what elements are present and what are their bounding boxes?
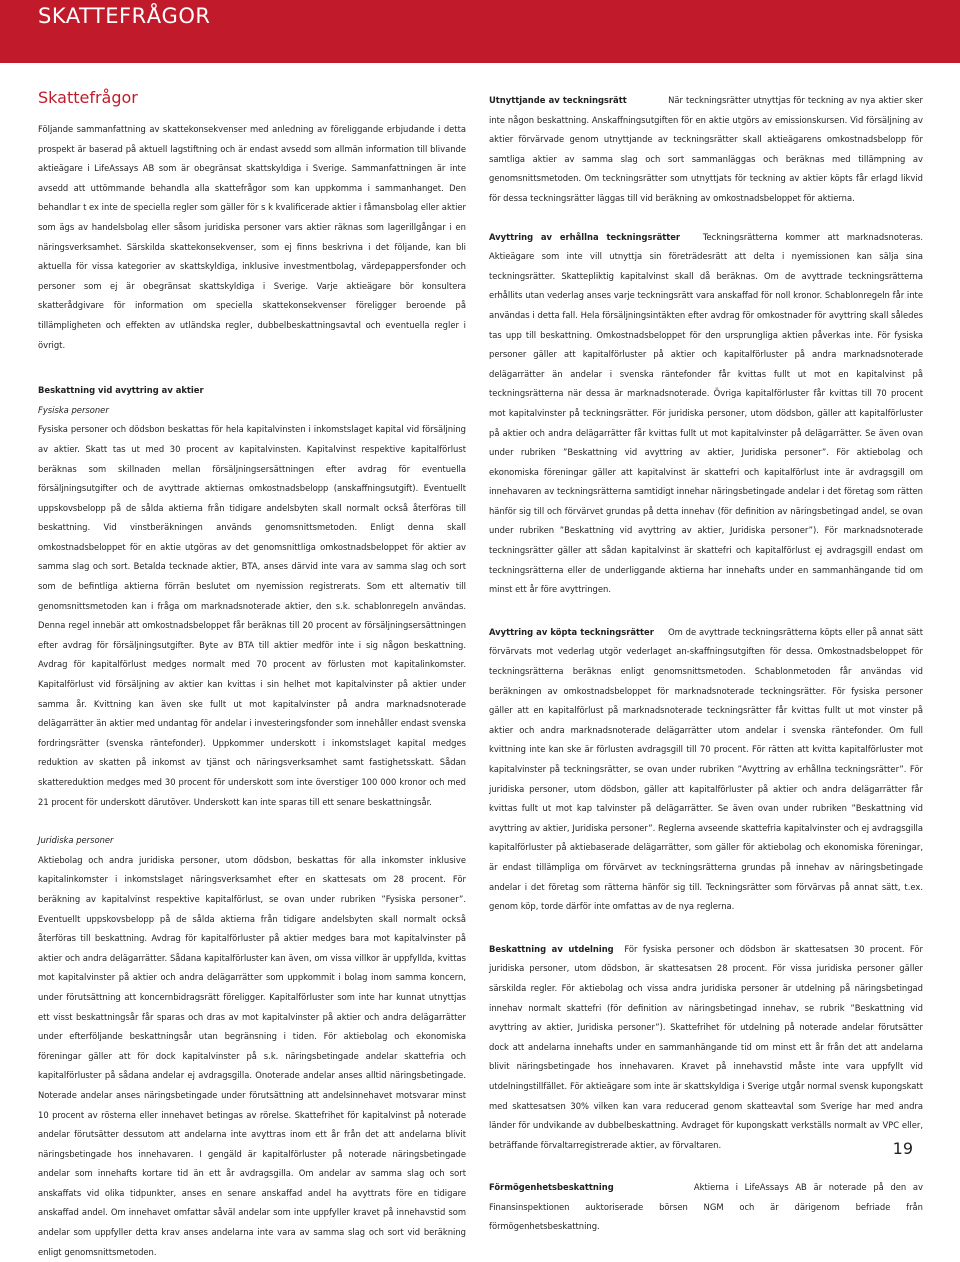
bought-rights-section — [489, 623, 923, 917]
left-column — [38, 120, 466, 1262]
wealth-tax-text: Aktierna i LifeAssays AB är noterade på den av Finansinspektionen auktoriserade börsen NGM och är därigenom befriade från förmögenhetsbeskattning. — [489, 1182, 923, 1232]
right-column — [489, 91, 923, 1237]
page-number: 19 — [892, 1139, 913, 1158]
bought-rights-heading: Avyttring av köpta teckningsrätter — [489, 626, 654, 637]
rights-text: När teckningsrätter utnyttjas för teckning av nya aktier sker inte någon beskattning. Anskaffningsutgiften för en aktie utgörs av emissionskursen. Vid försäljning av aktier förvärvade genom utnyttjande av teckningsrätter skall aktieägarens omkostnadsbelopp för samtliga aktier av samma slag och sort sammanläggas och beräknas med tillämpning av genomsnittsmetoden. Om teckningsrätter som utnyttjats för teckning av aktier köpts får erlagd likvid för dessa teckningsrätter läggas till vid beräkning av omkostnadsbeloppet för aktierna. — [489, 95, 923, 203]
received-rights-heading: Avyttring av erhållna teckningsrätter — [489, 231, 681, 242]
heading-sale-of-shares: Beskattning vid avyttring av aktier — [38, 385, 204, 396]
wealth-tax-heading: Förmögenhetsbeskattning — [489, 1182, 614, 1193]
dividend-heading: Beskattning av utdelning — [489, 943, 614, 954]
legal-persons-paragraph: Aktiebolag och andra juridiska personer, utom dödsbon, beskattas för alla inkomster inklusive kapitalinkomster i inkomstslaget näringsverksamhet efter en skattesats om 28 procent. För beräkning av kapitalvinst respektive kapitalförlust, se ovan under rubriken ”Fysiska personer”. Eventuellt uppskovsbelopp på de sålda aktierna från tidigare andelsbyten skall normalt också återföras till beskattning. Avdrag för kapitalförluster på aktier medges bara mot kapitalvinster på aktier och andra delägarrätter. Sådana kapitalförluster kan även, om vissa villkor är uppfyllda, kvittas mot kapitalvinster på aktier och andra delägarrätter som uppkommit i bolag inom samma koncern, under förutsättning att koncernbidragsrätt föreligger. Kapitalförluster som inte har kunnat utnyttjas ett visst beskattningsår får sparas och dras av mot kapitalvinster på aktier och andra delägarrätter under efterföljande beskattningsår utan begränsning i tiden. För aktiebolag och ekonomiska föreningar gäller att för dock kapitalvinster på s.k. näringsbetingade andelar skattefria och kapitalförluster på sådana andelar ej avdragsgilla. Onoterade andelar anses alltid näringsbetingade. Noterade andelar anses näringsbetingade under förutsättning att andelsinnehavet motsvarar minst 10 procent av rösterna eller innehavet betingas av rörelse. Skattefrihet för kapitalvinst på noterade andelar förutsätter dessutom att andelarna inte avyttras inom ett år från det att andelarna blivit näringsbetingade hos innehavaren. I gengäld är kapitalförluster på noterade näringsbetingade andelar som innehafts kortare tid än ett år avdragsgilla. Om andelar av samma slag och sort anskaffats vid olika tidpunkter, anses en senare anskaffad andel ha avyttrats före en tidigare anskaffad andel. Om innehavet omfattar såväl andelar som inte uppfyller kravet på innehavstid som andelar som uppfyller detta krav anses andelarna inte vara av samma slag och sort vid beräkning enligt genomsnittsmetoden. — [38, 854, 466, 1257]
section-title: Skattefrågor — [38, 88, 138, 107]
bought-rights-text: Om de avyttrade teckningsrätterna köpts eller på annat sätt förvärvats mot vederlag utgör vederlaget an-skaffningsutgiften för dessa. Omkostnadsbeloppet för teckningsrätterna beräknas enligt genomsnittsmetoden. Schablonmetoden får användas vid beräkningen av omkostnadsbeloppet för marknadsnoterade teckningsrätter. För fysiska personer gäller att en kapitalförlust på marknadsnoterade teckningsrätter får kvittas fullt ut mot vinster på aktier och andra marknadsnoterade delägarrätter utom andelar i svenska räntefonder. Om full kvittning inte kan ske är förlusten avdragsgill till 70 procent. För rätten att kvitta kapitalförluster mot kapitalvinster på teckningsrätter, se ovan under rubriken ”Avyttring av erhållna teckningsrätter”. För juridiska personer, utom dödsbon, gäller att kapitalförluster på aktier och andra delägarrätter får kvittas fullt ut mot kap talvinster på delägarrätter. Se även ovan under rubriken ”Beskattning vid avyttring av aktier, Juridiska personer”. Reglerna avseende skattefria kapitalvinster och ej avdragsgilla kapitalförluster på aktiebaserade delägarrätter, som gäller för aktiebolag och ekonomiska föreningar, är endast tillämpliga om förvärvet av teckningsrätterna grundas på innehav av näringsbetingade andelar i det företag som rätterna hänför sig till. Teckningsrätter som förvärvas på annat sätt, t.ex. genom köp, torde därför inte omfattas av de nya reglerna. — [489, 626, 924, 912]
dividend-text: För fysiska personer och dödsbon är skattesatsen 30 procent. För juridiska personer, utom dödsbon, är skattesatsen 28 procent. För vissa juridiska personer gäller särskilda regler. För aktiebolag och vissa andra juridiska personer är utdelning på näringsbetingad innehav normalt skattefri (för definition av näringsbetingad innehav, se rubrik ”Beskattning vid avyttring av aktier, Juridiska personer”). Skattefrihet för utdelning på noterade andelar förutsätter dock att andelarna innehafts under en sammanhängande tid om minst ett år från det att andelarna blivit näringsbetingade hos innehavaren. Kravet på innehavstid måste inte vara uppfyllt vid utdelningstillfället. För aktieägare som inte är skattskyldiga i Sverige utgår normal svensk kupongskatt med skattesatsen 30% vilken kan vara reducerad genom skatteavtal som Sverige har med andra länder för undvikande av dubbelbeskattning. Avdraget för kupongskatt verkställs normalt av VPC eller, beträffande förvaltarregistrerade aktier, av förvaltaren. — [489, 943, 924, 1150]
header-banner — [0, 0, 960, 63]
subheading-legal-persons: Juridiska personer — [38, 835, 114, 846]
banner-title: SKATTEFRÅGOR — [38, 4, 211, 28]
natural-persons-paragraph: Fysiska personer och dödsbon beskattas för hela kapitalvinsten i inkomstslaget kapital vid försäljning av aktier. Skatt tas ut med 30 procent av kapitalvinsten. Kapitalvinst respektive kapitalförlust beräknas som skillnaden mellan försäljningsersättningen efter avdrag för eventuella försäljningsutgifter och de avyttrade aktiernas omkostnadsbelopp (anskaffningsutgift). Eventuellt uppskovsbelopp på de sålda aktierna från tidigare andelsbyten skall normalt också återföras till beskattning. Vid vinstberäkningen används genomsnittsmetoden. Enligt denna skall omkostnadsbeloppet för en aktie utgöras av det genomsnittliga omkostnadsbeloppet för aktier av samma slag och sort. Betalda tecknade aktier, BTA, anses därvid inte vara av samma slag och sort som de befintliga aktierna förrän beslutet om nyemission registrerats. Som ett alternativ till genomsnittsmetoden kan i fråga om marknadsnoterade aktier, den s.k. schablonregeln användas. Denna regel innebär att omkostnadsbeloppet får beräknas till 20 procent av försäljningsersättningen efter avdrag för försäljningsutgifter. Byte av BTA till aktier medför inte i sig någon beskattning. Avdrag för kapitalförlust medges normalt med 70 procent av förlusten mot kapitalinkomster. Kapitalförlust vid försäljning av aktier kan kvittas i sin helhet mot kapitalvinster på aktier under samma år. Kvittning kan även ske fullt ut mot kapitalvinster på andra marknadsnoterade delägarrätter än aktier med undantag för andelar i investeringsfonder som innehåller endast svenska fordringsrätter (svenska räntefonder). Uppkommer underskott i inkomstslaget kapital medges reduktion av skatten på inkomst av tjänst och näringsverksamhet samt fastighetsskatt. Sådan skattereduktion medges med 30 procent för underskott som inte överstiger 100 000 kronor och med 21 procent för underskott därutöver. Underskott kan inte sparas till ett senare beskattningsår. — [38, 424, 466, 807]
received-rights-text: Teckningsrätterna kommer att marknadsnoteras. Aktieägare som inte vill utnyttja sin företrädesrätt att delta i nyemissionen kan sälja sina teckningsrätter. Skattepliktig kapitalvinst skall då beräknas. Om de avyttrade teckningsrätterna erhållits utan vederlag anses varje teckningsrätt vara anskaffad för noll kronor. Schablonregeln får inte användas i detta fall. Hela försäljningsintäkten efter avdrag för omkostnader för avyttring skall således tas upp till beskattning. Omkostnadsbeloppet för den ursprungliga aktien påverkas inte. För fysiska personer gäller att kapitalförluster på aktier och kapitalförluster på andra marknadsnoterade delägarrätter än andelar i svenska räntefonder får kvittas fullt ut mot en kapitalvinst på teckningsrätterna när dessa är marknadsnoterade. Övriga kapitalförluster får kvittas till 70 procent mot kapitalvinster på teckningsrätter. För juridiska personer, utom dödsbon, gäller att kapitalförluster på aktier och andra delägarrätter får kvittas fullt ut mot kapitalvinster på delägarrätter. Se även ovan under rubriken ”Beskattning vid avyttring av aktier, Juridiska personer”. För aktiebolag och ekonomiska föreningar gäller att kapitalvinst är skattefri och kapitalförlust inte är avdragsgill om innehavaren av teckningsrätterna samtidigt innehar näringsbetingade andelar i det företag som rätten hänför sig till och förvärvet grundas på detta innehav (för definition av näringsbetingad andel, se ovan under rubriken ”Beskattning vid avyttring av aktier, Juridiska personer”). För marknadsnoterade teckningsrätter gäller att sådan kapitalvinst är skattefri och kapitalförlust ej avdragsgill endast om teckningsrätterna eller de underliggande aktierna har innehafts under en sammanhängande tid om minst ett år före avyttringen. — [489, 231, 923, 595]
subheading-natural-persons: Fysiska personer — [38, 404, 109, 415]
received-rights-section — [489, 228, 923, 600]
rights-section — [489, 91, 923, 209]
dividend-section — [489, 940, 923, 1156]
wealth-tax-section — [489, 1178, 923, 1237]
rights-heading: Utnyttjande av teckningsrätt — [489, 95, 627, 105]
intro-paragraph: Följande sammanfattning av skattekonsekvenser med anledning av föreliggande erbjudande i detta prospekt är baserad på aktuell lagstiftning och är endast avsedd som allmän information till blivande aktieägare i LifeAssays AB som är obegränsat skattskyldiga i Sverige. Sammanfattningen är inte avsedd att uttömmande behandla alla skattefrågor som kan uppkomma i sammanhanget. Den behandlar t ex inte de speciella regler som gäller för s k kvalificerade aktier i fåmansbolag eller aktier som ägs av handelsbolag eller såsom juridiska personer vars aktier räknas som lagerillgångar i en näringsverksamhet. Särskilda skattekonsekvenser, som ej finns beskrivna i det följande, kan bli aktuella för vissa kategorier av skattskyldiga, inklusive investmentbolag, värdepappersfonder och personer som ej är obegränsat skattskyldiga i Sverige. Varje aktieägare bör konsultera skatterådgivare för information om speciella skattekonsekvenser föreligger beroende på tillämpligheten och effekten av utländska regler, dubbelbeskattningsavtal och eventuella regler i övrigt. — [38, 124, 466, 350]
